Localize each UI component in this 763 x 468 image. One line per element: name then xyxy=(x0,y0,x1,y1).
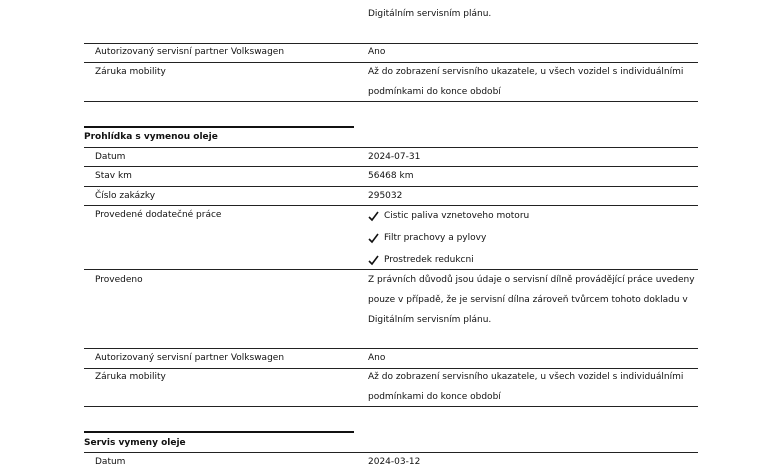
row-divider xyxy=(84,269,698,270)
partner-label: Autorizovaný servisní partner Volkswagen xyxy=(95,47,285,57)
row-divider xyxy=(84,186,698,187)
row-divider xyxy=(84,205,698,206)
section-title: Servis vymeny oleje xyxy=(84,438,186,448)
prace-item-label: Filtr prachovy a pylovy xyxy=(384,233,487,243)
zakazka-label: Číslo zakázky xyxy=(95,191,156,201)
zakazka-value: 295032 xyxy=(368,191,403,201)
row-divider xyxy=(84,62,698,63)
provedeno-label: Provedeno xyxy=(95,275,143,285)
prace-item-label: Prostredek redukcni xyxy=(384,255,474,265)
provedeno-line2: pouze v případě, že je servisní dílna zároveň tvůrcem tohoto dokladu v xyxy=(368,295,688,305)
datum-label: Datum xyxy=(95,457,126,467)
zaruka-value-line1: Až do zobrazení servisního ukazatele, u všech vozidel s individuálními xyxy=(368,67,684,77)
prace-item-label: Cistic paliva vznetoveho motoru xyxy=(384,211,530,221)
provedeno-line1: Z právních důvodů jsou údaje o servisní dílně provádějící práce uvedeny xyxy=(368,275,695,285)
datum-value: 2024-03-12 xyxy=(368,457,421,467)
row-divider xyxy=(84,166,698,167)
row-divider xyxy=(84,452,698,453)
section-divider xyxy=(84,126,354,128)
row-divider xyxy=(84,406,698,407)
section-title: Prohlídka s vymenou oleje xyxy=(84,132,218,142)
zaruka-value-line1: Až do zobrazení servisního ukazatele, u všech vozidel s individuálními xyxy=(368,372,684,382)
prace-label: Provedené dodatečné práce xyxy=(95,210,222,220)
row-divider xyxy=(84,43,698,44)
check-icon xyxy=(368,211,379,222)
row-divider xyxy=(84,368,698,369)
check-icon xyxy=(368,255,379,266)
row-divider xyxy=(84,147,698,148)
check-icon xyxy=(368,233,379,244)
zaruka-label: Záruka mobility xyxy=(95,372,166,382)
zaruka-value-line2: podmínkami do konce období xyxy=(368,87,501,97)
partner-value: Ano xyxy=(368,47,386,57)
zaruka-value-line2: podmínkami do konce období xyxy=(368,392,501,402)
prace-item xyxy=(368,253,474,267)
partner-value: Ano xyxy=(368,353,386,363)
prace-item xyxy=(368,231,486,245)
zaruka-label: Záruka mobility xyxy=(95,67,166,77)
section-divider xyxy=(84,431,354,433)
provedeno-tail-text: Digitálním servisním plánu. xyxy=(368,9,492,19)
km-value: 56468 km xyxy=(368,171,414,181)
partner-label: Autorizovaný servisní partner Volkswagen xyxy=(95,353,285,363)
provedeno-line3: Digitálním servisním plánu. xyxy=(368,315,492,325)
row-divider xyxy=(84,101,698,102)
prace-item xyxy=(368,209,529,223)
datum-value: 2024-07-31 xyxy=(368,152,421,162)
km-label: Stav km xyxy=(95,171,132,181)
row-divider xyxy=(84,348,698,349)
datum-label: Datum xyxy=(95,152,126,162)
